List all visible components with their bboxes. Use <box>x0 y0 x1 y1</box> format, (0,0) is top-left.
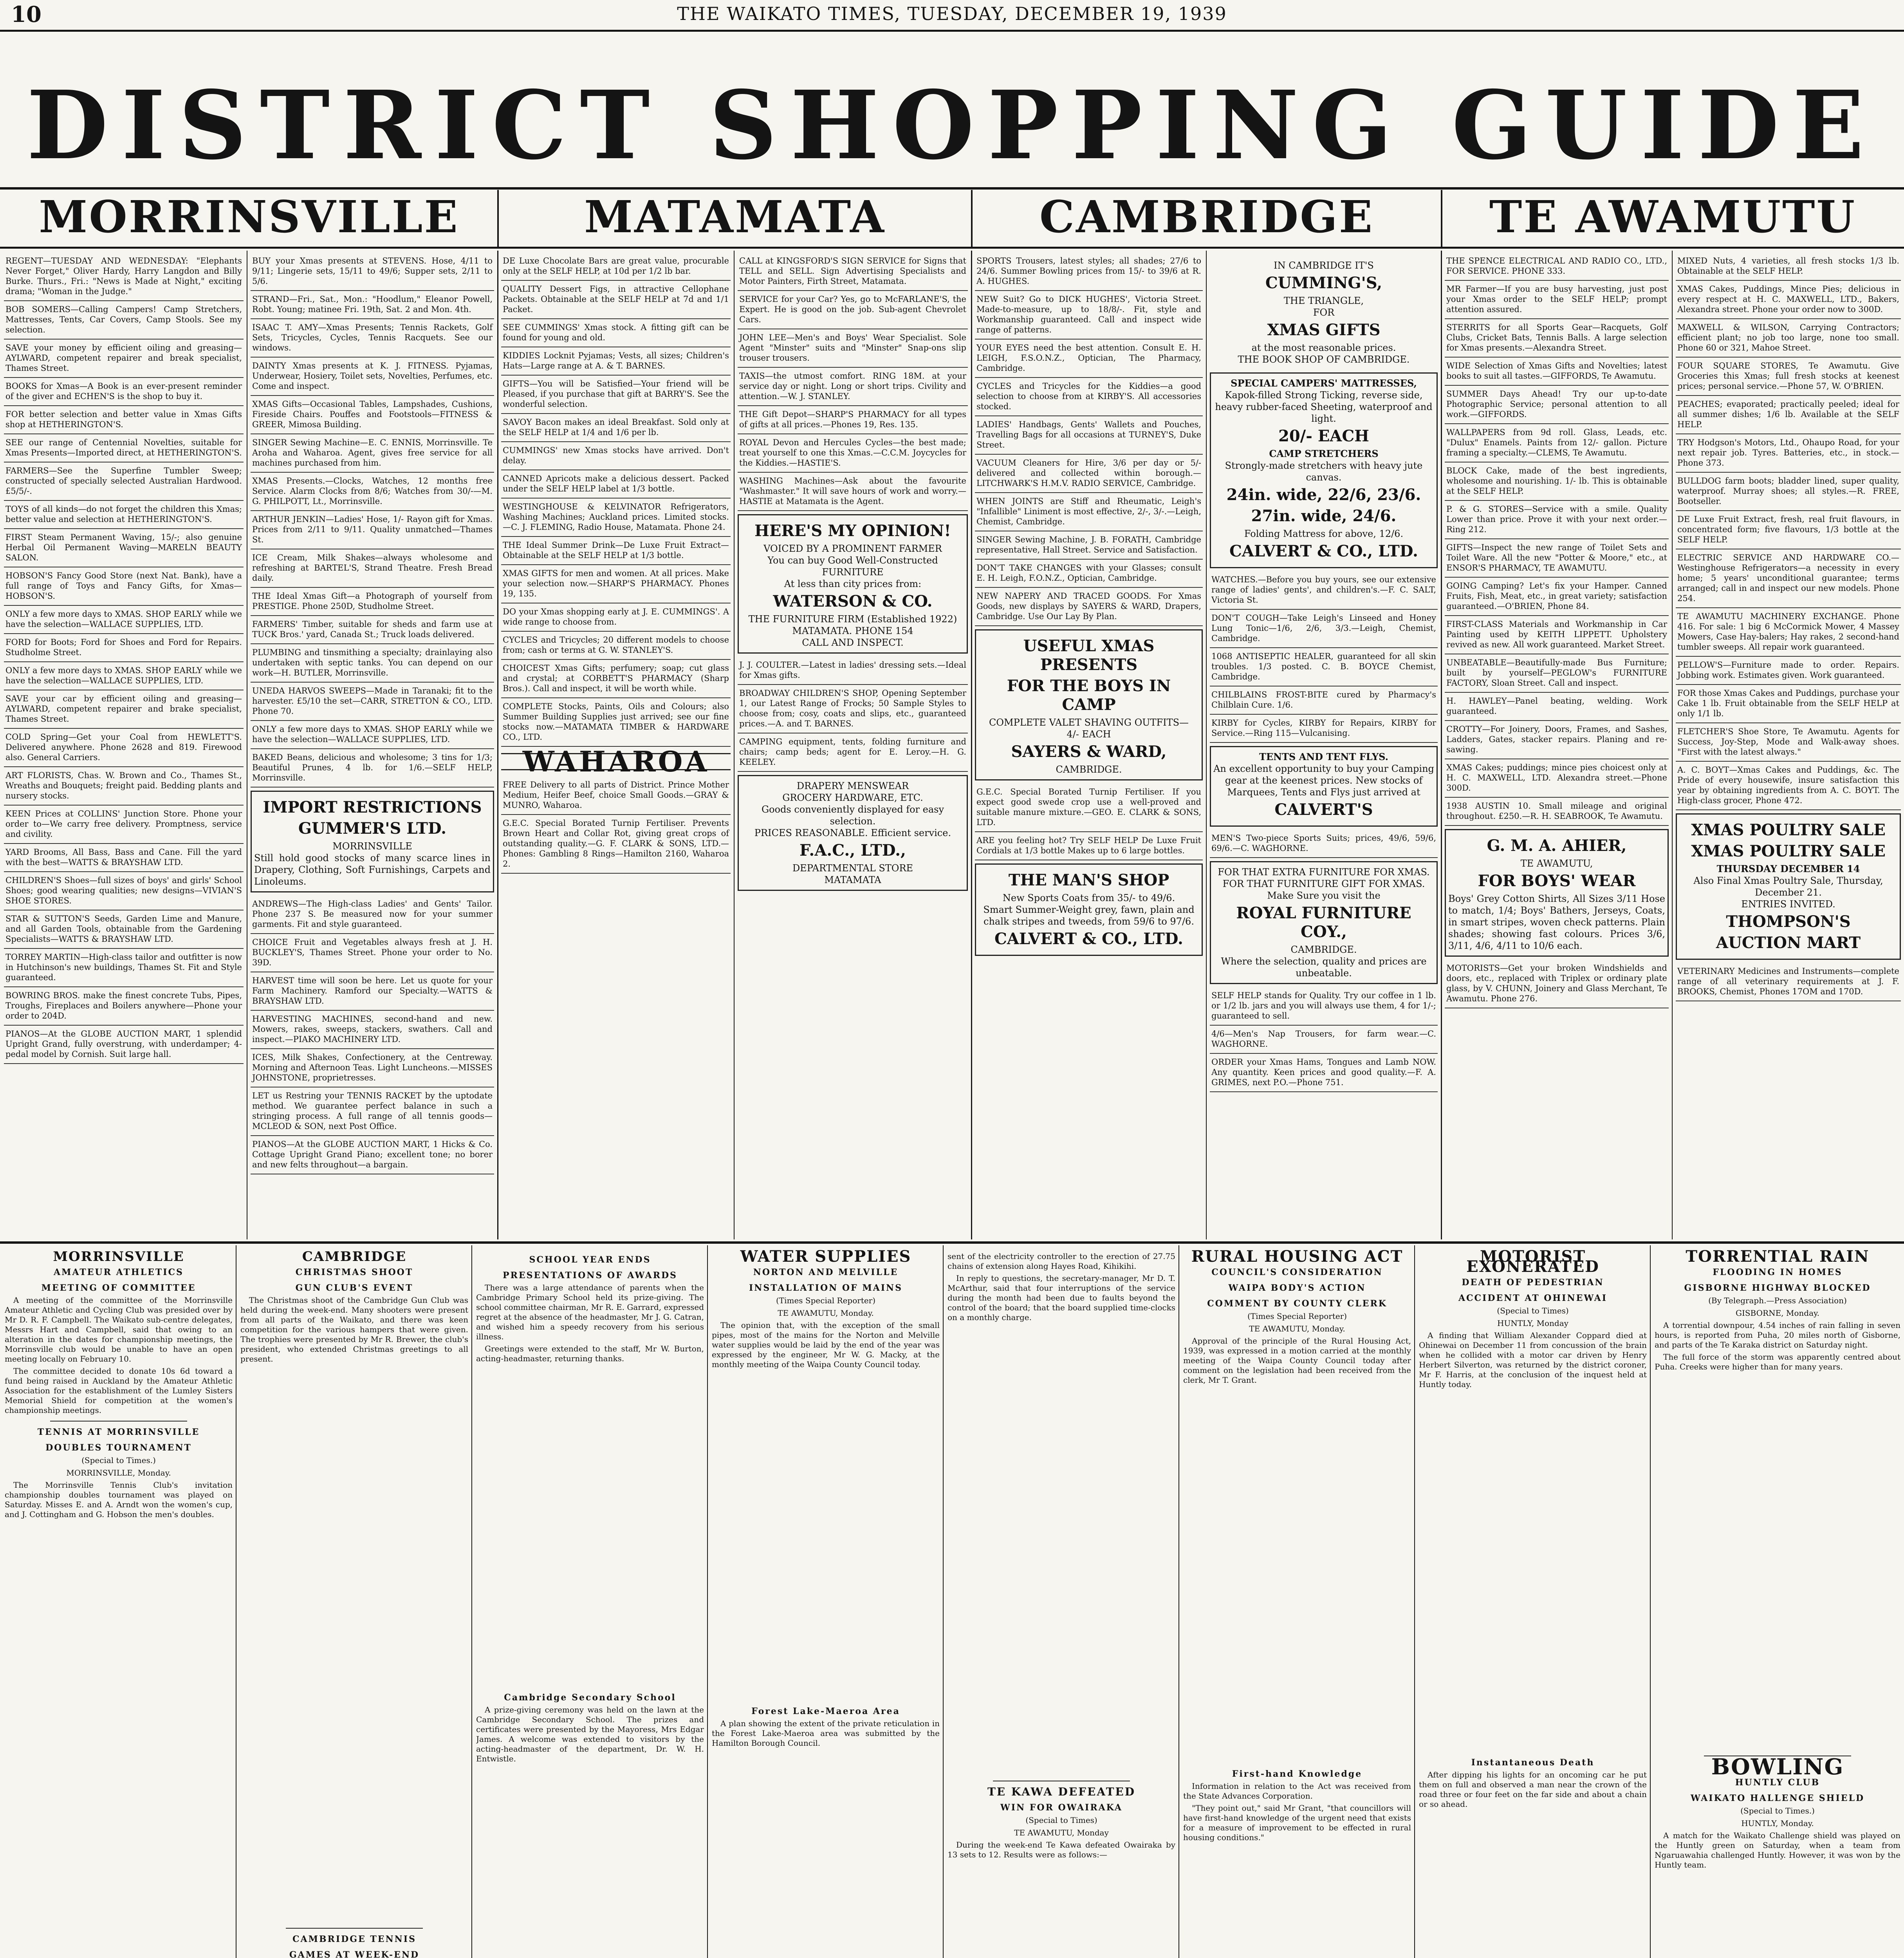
classified-ad: ONLY a few more days to XMAS. SHOP EARLY while we have the selection—WALLACE SUPPLIES, LTD. <box>4 662 244 690</box>
article-continuation <box>947 1325 1175 1775</box>
te-awamutu-ads-column-2 <box>1676 253 1901 1237</box>
classified-ad: FIRST-CLASS Materials and Workmanship in Car Painting used by KEITH LIPPETT. Upholstery revived as new. All work guaranteed. Market Street. <box>1445 616 1669 654</box>
classified-ad: STRAND—Fri., Sat., Mon.: "Hoodlum," Eleanor Powell, Robt. Young; matinee Fri. 19th, Sat. 2 and Mon. 4th. <box>251 291 494 319</box>
article-subhead: WIN FOR OWAIRAKA <box>1000 1803 1123 1813</box>
classified-ad: THE Ideal Summer Drink—De Luxe Fruit Extract—Obtainable at the SELF HELP at 1/3 bottle. <box>501 537 731 565</box>
classified-ad: THE Gift Depot—SHARP'S PHARMACY for all types of gifts at all prices.—Phones 19, Res. 135. <box>738 406 968 434</box>
article-continuation <box>712 1750 940 1958</box>
classified-ad: KIDDIES Locknit Pyjamas; Vests, all sizes; Children's Hats—Large range at A. & T. BARNES. <box>501 347 731 376</box>
classified-ad: XMAS Cakes; puddings; mince pies choicest only at H. C. MAXWELL, LTD. Alexandra street.—Phone 300D. <box>1445 759 1669 798</box>
article-headline: SCHOOL YEAR ENDS <box>529 1255 651 1265</box>
classified-ad: THE SPENCE ELECTRICAL AND RADIO CO., LTD., FOR SERVICE. PHONE 333. <box>1445 253 1669 281</box>
article-headline: TE KAWA DEFEATED <box>987 1785 1136 1798</box>
waharoa-heading: WAHAROA <box>501 753 731 770</box>
morrinsville-ads-column-2 <box>251 253 494 1237</box>
article-subhead: DEATH OF PEDESTRIAN <box>1462 1277 1604 1288</box>
article-paragraph: The committee decided to donate 10s 6d toward a fund being raised in Auckland by the Amateur Athletic Association for the establishment of the Lumley Sisters Memorial Shield for competition at the women's championship meetings. <box>5 1366 233 1415</box>
article-paragraph: Approval of the principle of the Rural Housing Act, 1939, was expressed in a motion carried at the monthly meeting of the Waipa County Council today after comment on the legislation had been received from the clerk, Mr T. Grant. <box>1183 1336 1411 1385</box>
classified-ad: ORDER your Xmas Hams, Tongues and Lamb NOW. Any quantity. Keen prices and good quality.—F. A. GRIMES, next P.O.—Phone 751. <box>1210 1054 1438 1092</box>
article-headline: CAMBRIDGE TENNIS <box>292 1934 416 1944</box>
classified-ad: JOHN LEE—Men's and Boys' Wear Specialist. Sole Agent "Minster" suits and "Minster" Snap-ons slip trouser trousers. <box>738 329 968 368</box>
import-restrictions-ad: IMPORT RESTRICTIONS GUMMER'S LTD. MORRINSVILLE Still hold good stocks of many scarce lines in Drapery, Clothing, Soft Furnishings, Carpets and Linoleums. <box>251 791 494 892</box>
article-paragraph: In reply to questions, the secretary-manager, Mr D. T. McArthur, said that four interruptions of the service during the month had been due to faults beyond the control of the board; that the board supplied time-clocks on a monthly charge. <box>947 1273 1175 1322</box>
classified-ad: 4/6—Men's Nap Trousers, for farm wear.—C. WAGHORNE. <box>1210 1026 1438 1054</box>
article-paragraph: A match for the Waikato Challenge shield was played on the Huntly green on Saturday, when a team from Ngaruawahia challenged Huntly. However, it was won by the Huntly team. <box>1655 1831 1900 1869</box>
classified-ad: WESTINGHOUSE & KELVINATOR Refrigerators, Washing Machines; Auckland prices. Limited stocks.—C. J. FLEMING, Radio House, Matamata. Phone 24. <box>501 499 731 537</box>
results-listing <box>1655 1872 1900 1958</box>
news-column-2 <box>240 1249 468 1958</box>
article-subhead: GISBORNE HIGHWAY BLOCKED <box>1684 1283 1871 1293</box>
towns-rule <box>0 247 1904 249</box>
masthead: THE WAIKATO TIMES, TUESDAY, DECEMBER 19, 1939 <box>677 3 1227 24</box>
classified-ad: CHILBLAINS FROST-BITE cured by Pharmacy's Chilblain Cure. 1/6. <box>1210 686 1438 715</box>
classified-ad: HARVESTING MACHINES, second-hand and new. Mowers, rakes, sweeps, stackers, swathers. Call and inspect.—PIAKO MACHINERY LTD. <box>251 1011 494 1049</box>
news-column-1: MORRINSVILLE AMATEUR ATHLETICS MEETING OF COMMITTEE A meeting of the committee of the Morrinsville Amateur Athletic and Cycling Club was presided over by Mr D. R. F. Campbell. The Waikato sub-centre delegates, Messrs Hart and Campbell, said that owing to an alteration in the dates for championship meetings, the Morrinsville club would be unable to have an open meeting locally on February 10. The committee decided to donate 10s 6d toward a fund being raised in Auckland by the Amateur Athletic Association for the establishment of the Lumley Sisters Memorial Shield for competition at the women's championship meetings. TENNIS AT MORRINSVILLE DOUBLES TOURNAMENT (Special to Times.) MORRINSVILLE, Monday. The Morrinsville Tennis Club's invitation championship doubles tournament was played on Saturday. Misses E. and A. Arndt won the women's cup, and J. Cottingham and G. Hobson the men's doubles. <box>5 1249 233 1958</box>
classified-ad: SINGER Sewing Machine—E. C. ENNIS, Morrinsville. Te Aroha and Waharoa. Agent, gives free service for all machines purchased from him. <box>251 434 494 473</box>
classified-ad: SELF HELP stands for Quality. Try our coffee in 1 lb. or 1/2 lb. jars and you will always use them, 4 for 1/-; guaranteed to sell. <box>1210 987 1438 1026</box>
classified-ad: XMAS Gifts—Occasional Tables, Lampshades, Cushions, Fireside Chairs. Pouffes and Footstools—FITNESS & GREER, Mimosa Building. <box>251 396 494 434</box>
article-subhead: GUN CLUB'S EVENT <box>295 1283 413 1293</box>
article-subhead: GAMES AT WEEK-END <box>289 1950 420 1958</box>
morrinsville-ads-column-1 <box>4 253 244 1237</box>
prize-list <box>476 1766 704 1958</box>
classified-ad: BUY your Xmas presents at STEVENS. Hose, 4/11 to 9/11; Lingerie sets, 15/11 to 49/6; Supper sets, 2/11 to 5/6. <box>251 253 494 291</box>
classified-ad: WALLPAPERS from 9d roll. Glass, Leads, etc. "Dulux" Enamels. Paints from 12/- gallon. Picture framing a specialty.—CLEMS, Te Awamutu. <box>1445 424 1669 462</box>
article-continuation <box>1419 1812 1647 1958</box>
classified-ad: ICES, Milk Shakes, Confectionery, at the Centreway. Morning and Afternoon Teas. Light Luncheons.—MISSES JOHNSTONE, proprietresses. <box>251 1049 494 1087</box>
town-heading-morrinsville: MORRINSVILLE <box>39 191 459 243</box>
classified-ad: CANNED Apricots make a delicious dessert. Packed under the SELF HELP label at 1/3 bottle. <box>501 470 731 499</box>
article-paragraph: After dipping his lights for an oncoming car he put them on full and observed a man near the crown of the road three or four feet on the far side and about a chain or so ahead. <box>1419 1770 1647 1809</box>
classified-ad: FOR better selection and better value in Xmas Gifts shop at HETHERINGTON'S. <box>4 406 244 434</box>
classified-ad: KIRBY for Cycles, KIRBY for Repairs, KIRBY for Service.—Ring 115—Vulcanising. <box>1210 715 1438 743</box>
classified-ad: SUMMER Days Ahead! Try our up-to-date Photographic Service; personal attention to all work.—GIFFORDS. <box>1445 386 1669 424</box>
classified-ad: CHILDREN'S Shoes—full sizes of boys' and girls' School Shoes; good wearing qualities; new designs—VIVIAN'S SHOE STORES. <box>4 872 244 910</box>
news-column-7: MOTORIST EXONERATED DEATH OF PEDESTRIAN ACCIDENT AT OHINEWAI (Special to Times) HUNTLY, Monday A finding that William Alexander Coppard died at Ohinewai on December 11 from concussion of the brain when he collided with a motor car driven by Henry Herbert Silverton, was returned by the district coroner, Mr F. Harris, at the conclusion of the inquest held at Huntly today. Instantaneous Death After dipping his lights for an oncoming car he put them on full and observed a man near the crown of the road three or four feet on the far side and about a chain or so ahead. <box>1419 1249 1647 1958</box>
classified-ad: BULLDOG farm boots; bladder lined, super quality, waterproof. Murray shoes; all styles.—R. FREE, Bootseller. <box>1676 473 1901 511</box>
classified-ad: UNEDA HARVOS SWEEPS—Made in Taranaki; fit to the harvester. £5/10 the set—CARR, STRETTON & CO., LTD. Phone 70. <box>251 683 494 721</box>
classified-ad: BROADWAY CHILDREN'S SHOP, Opening September 1, our Latest Range of Frocks; 50 Sample Styles to choose from; cosy, coats and slips, etc., guaranteed prices.—A. and T. BARNES. <box>738 685 968 733</box>
article-headline: BOWLING <box>1711 1754 1844 1780</box>
article-paragraph: "They point out," said Mr Grant, "that councillors will have first-hand knowledge of the urgent need that exists for a measure of improvement to be effected in rural housing conditions." <box>1183 1803 1411 1842</box>
article-subhead: First-hand Knowledge <box>1232 1769 1363 1779</box>
royal-furniture-ad: FOR THAT EXTRA FURNITURE FOR XMAS. FOR THAT FURNITURE GIFT FOR XMAS. Make Sure you visit the ROYAL FURNITURE COY., CAMBRIDGE. Where the selection, quality and prices are unbeatable. <box>1210 861 1438 984</box>
cambridge-ads-column-2 <box>1210 253 1438 1237</box>
classified-ad: 1068 ANTISEPTIC HEALER, guaranteed for all skin troubles. 1/3 posted. C. B. BOYCE Chemist, Cambridge. <box>1210 648 1438 686</box>
article-paragraph: Greetings were extended to the staff, Mr W. Burton, acting-headmaster, returning thanks. <box>476 1344 704 1363</box>
classified-ad: SPORTS Trousers, latest styles; all shades; 27/6 to 24/6. Summer Bowling prices from 15/- to 39/6 at R. A. HUGHES. <box>975 253 1203 291</box>
article-headline: AMATEUR ATHLETICS <box>54 1267 184 1277</box>
classified-ad: PIANOS—At the GLOBE AUCTION MART, 1 splendid Upright Grand, fully overstrung, with underdamper; 4-pedal model by Cornish. Suit large hall. <box>4 1026 244 1064</box>
article-headline: TENNIS AT MORRINSVILLE <box>37 1427 200 1437</box>
article-headline: MOTORIST EXONERATED <box>1466 1249 1599 1276</box>
classified-ad: DON'T TAKE CHANGES with your Glasses; consult E. H. Leigh, F.O.N.Z., Optician, Cambridge. <box>975 560 1203 588</box>
classified-ad: G.E.C. Special Borated Turnip Fertiliser. If you expect good swede crop use a well-proved and suitable manure mixture.—GEO. E. CLARK & SONS, LTD. <box>975 784 1203 832</box>
classified-ad: HARVEST time will soon be here. Let us quote for your Farm Machinery. Ramford our Specialty.—WATTS & BRAYSHAW LTD. <box>251 972 494 1011</box>
classified-ad: BOOKS for Xmas—A Book is an ever-present reminder of the giver and ECHEN'S is the shop to buy it. <box>4 378 244 406</box>
article-headline: TORRENTIAL RAIN <box>1686 1249 1870 1266</box>
classified-ad: YARD Brooms, All Bass, Bass and Cane. Fill the yard with the best—WATTS & BRAYSHAW LTD. <box>4 844 244 872</box>
te-awamutu-ads-column-1 <box>1445 253 1669 1237</box>
classified-ad: ONLY a few more days to XMAS. SHOP EARLY while we have the selection—WALLACE SUPPLIES, LTD. <box>4 606 244 634</box>
classified-ad: HOBSON'S Fancy Good Store (next Nat. Bank), have a full range of Toys and Fancy Gifts, for Xmas—HOBSON'S. <box>4 567 244 606</box>
classified-ad: 1938 AUSTIN 10. Small mileage and original throughout. £250.—R. H. SEABROOK, Te Awamutu. <box>1445 798 1669 826</box>
classified-ad: SEE our range of Centennial Novelties, suitable for Xmas Presents—Imported direct, at HETHERINGTON'S. <box>4 434 244 462</box>
classified-ad: CUMMINGS' new Xmas stocks have arrived. Don't delay. <box>501 442 731 470</box>
article-subhead: Instantaneous Death <box>1471 1758 1595 1768</box>
article-paragraph: During the week-end Te Kawa defeated Owairaka by 13 sets to 12. Results were as follows:— <box>947 1840 1175 1859</box>
classified-ad: WHEN JOINTS are Stiff and Rheumatic, Leigh's "Infallible" Liniment is most effective, 2/-, 3/-.—Leigh, Chemist, Cambridge. <box>975 493 1203 531</box>
classified-ad: XMAS Presents.—Clocks, Watches, 12 months free Service. Alarm Clocks from 8/6; Watches from 30/-—M. G. PHILPOTT, Lt., Morrinsville. <box>251 473 494 511</box>
cambridge-ads-column-1 <box>975 253 1203 1237</box>
classified-ad: J. J. COULTER.—Latest in ladies' dressing sets.—Ideal for Xmas gifts. <box>738 657 968 685</box>
article-subhead: HUNTLY CLUB <box>1735 1777 1820 1788</box>
mans-shop-ad: THE MAN'S SHOP New Sports Coats from 35/- to 49/6. Smart Summer-Weight grey, fawn, plain and chalk stripes and tweeds, from 59/6 to 97/6. CALVERT & CO., LTD. <box>975 863 1203 956</box>
article-paragraph: The full force of the storm was apparently centred about Puha. Creeks were higher than for many years. <box>1655 1352 1900 1371</box>
classified-ad: WASHING Machines—Ask about the favourite "Washmaster." It will save hours of work and worry.—HASTIE at Matamata is the Agent. <box>738 473 968 511</box>
classified-ad: GIFTS—You will be Satisfied—Your friend will be Pleased, if you purchase that gift at BARRY'S. See the wonderful selection. <box>501 376 731 414</box>
article-headline: CHRISTMAS SHOOT <box>295 1267 413 1277</box>
classified-ad: TAXIS—the utmost comfort. RING 18M. at your service day or night. Long or short trips. Civility and attention.—W. J. STANLEY. <box>738 368 968 406</box>
classified-ad: LADIES' Handbags, Gents' Wallets and Pouches, Travelling Bags for all occasions at TURNEY'S, Duke Street. <box>975 416 1203 455</box>
article-paragraph: sent of the electricity controller to the erection of 27.75 chains of extension along Hayes Road, Kihikihi. <box>947 1252 1175 1271</box>
classified-ad: THE Ideal Xmas Gift—a Photograph of yourself from PRESTIGE. Phone 250D, Studholme Street. <box>251 588 494 616</box>
classified-ad: FARMERS' Timber, suitable for sheds and farm use at TUCK Bros.' yard, Canada St.; Truck loads delivered. <box>251 616 494 644</box>
article-subhead: WAIKATO HALLENGE SHIELD <box>1690 1793 1865 1803</box>
classified-ad: KEEN Prices at COLLINS' Junction Store. Phone your order to—We carry free delivery. Promptness, service and civility. <box>4 806 244 844</box>
article-paragraph: A meeting of the committee of the Morrinsville Amateur Athletic and Cycling Club was presided over by Mr D. R. F. Campbell. The Waikato sub-centre delegates, Messrs Hart and Campbell, said that owing to an alteration in the dates for championship meetings, the Morrinsville club would be unable to have an open meeting locally on February 10. <box>5 1295 233 1364</box>
article-paragraph: The Christmas shoot of the Cambridge Gun Club was held during the week-end. Many shooters were present from all parts of the Waikato, and there was keen competition for the various hampers that were given. The trophies were presented by Mr R. Brewer, the club's president, who extended Christmas greetings to all present. <box>240 1295 468 1364</box>
classified-ad: BOWRING BROS. make the finest concrete Tubs, Pipes, Troughs, Fireplaces and Boilers anywhere—Phone your order to 204D. <box>4 987 244 1026</box>
classified-ad: SAVOY Bacon makes an ideal Breakfast. Sold only at the SELF HELP at 1/4 and 1/6 per lb. <box>501 414 731 442</box>
classified-ad: DE Luxe Chocolate Bars are great value, procurable only at the SELF HELP, at 10d per 1/2 lb bar. <box>501 253 731 281</box>
classified-ad: UNBEATABLE—Beautifully-made Bus Furniture; built by yourself—PEGLOW's FURNITURE FACTORY, Sloan Street. Call and inspect. <box>1445 654 1669 693</box>
classified-ad: DAINTY Xmas presents at K. J. FITNESS. Pyjamas, Underwear, Hosiery, Toilet sets, Novelties, Perfumes, etc. Come and inspect. <box>251 358 494 396</box>
article-paragraph: A finding that William Alexander Coppard died at Ohinewai on December 11 from concussion of the brain when he collided with a motor car driven by Henry Herbert Silverton, was returned by the district coroner, Mr F. Harris, at the conclusion of the inquest held at Huntly today. <box>1419 1331 1647 1389</box>
masthead-rule <box>0 30 1904 32</box>
classified-ad: ONLY a few more days to XMAS. SHOP EARLY while we have the selection—WALLACE SUPPLIES, LTD. <box>251 721 494 749</box>
town-heading-te-awamutu: TE AWAMUTU <box>1489 191 1857 243</box>
classified-ad: TOYS of all kinds—do not forget the children this Xmas; better value and selection at HETHERINGTON'S. <box>4 501 244 529</box>
classified-ad: LET us Restring your TENNIS RACKET by the uptodate method. We guarantee perfect balance in such a stringing process. A full range of all tennis goods—MCLEOD & SON, next Post Office. <box>251 1087 494 1136</box>
classified-ad: REGENT—TUESDAY AND WEDNESDAY: "Elephants Never Forget," Oliver Hardy, Harry Langdon and Billy Burke. Thurs., Fri.: "News is Made at Night," exciting drama; "Woman in the Judge." <box>4 253 244 301</box>
classified-ad: ARE you feeling hot? Try SELF HELP De Luxe Fruit Cordials at 1/3 bottle Makes up to 6 large bottles. <box>975 832 1203 860</box>
classified-ad: GIFTS—Inspect the new range of Toilet Sets and Toilet Ware. All the new "Potter & Moore," etc., at ENSOR'S PHARMACY, TE AWAMUTU. <box>1445 539 1669 578</box>
campers-mattresses-ad: SPECIAL CAMPERS' MATTRESSES, Kapok-filled Strong Ticking, reverse side, heavy rubber-faced Sheeting, waterproof and light. 20/- EACH CAMP STRETCHERS Strongly-made stretchers with heavy jute canvas. 24in. wide, 22/6, 23/6. 27in. wide, 24/6. Folding Mattress for above, 12/6. CALVERT & CO., LTD. <box>1210 372 1438 568</box>
classified-ad: STERRITS for all Sports Gear—Racquets, Golf Clubs, Cricket Bats, Tennis Balls. A large selection for Xmas presents.—Alexandra Street. <box>1445 319 1669 358</box>
article-paragraph: The Morrinsville Tennis Club's invitation championship doubles tournament was played on Saturday. Misses E. and A. Arndt won the women's cup, and J. Cottingham and G. Hobson the men's doubles. <box>5 1480 233 1519</box>
classified-ad: BOB SOMERS—Calling Campers! Camp Stretchers, Mattresses, Tents, Car Covers, Camp Stools. See my selection. <box>4 301 244 340</box>
article-continuation <box>1183 1387 1411 1763</box>
article-subhead: NORTON AND MELVILLE <box>753 1267 899 1277</box>
article-subhead: ACCIDENT AT OHINEWAI <box>1458 1293 1608 1303</box>
classified-ad: CYCLES and Tricycles for the Kiddies—a good selection to choose from at KIRBY'S. All accessories stocked. <box>975 378 1203 416</box>
classified-ad: CALL at KINGSFORD'S SIGN SERVICE for Signs that TELL and SELL. Sign Advertising Specialists and Motor Painters, Firth Street, Matamata. <box>738 253 968 291</box>
classified-ad: COMPLETE Stocks, Paints, Oils and Colours; also Summer Building Supplies just arrived; see our fine stocks now.—MATAMATA TIMBER & HARDWARE CO., LTD. <box>501 698 731 747</box>
fac-store-ad: DRAPERY MENSWEAR GROCERY HARDWARE, ETC. Goods conveniently displayed for easy selection. PRICES REASONABLE. Efficient service. F.A.C., LTD., DEPARTMENTAL STORE MATAMATA <box>738 775 968 891</box>
article-subhead: Forest Lake-Maeroa Area <box>751 1706 900 1716</box>
classified-ad: MIXED Nuts, 4 varieties, all fresh stocks 1/3 lb. Obtainable at the SELF HELP. <box>1676 253 1901 281</box>
classified-ad: PIANOS—At the GLOBE AUCTION MART, 1 Hicks & Co. Cottage Upright Grand Piano; excellent tone; no borer and new felts throughout—a bargain. <box>251 1136 494 1174</box>
matamata-ads-column-1 <box>501 253 731 1237</box>
classified-ad: SEE CUMMINGS' Xmas stock. A fitting gift can be found for young and old. <box>501 319 731 347</box>
page-number: 10 <box>11 2 42 27</box>
article-headline: RURAL HOUSING ACT <box>1191 1249 1403 1266</box>
classified-ad: ELECTRIC SERVICE AND HARDWARE CO.—Westinghouse Refrigerators—a necessity in every home; 5 years' unconditional guarantee; terms arranged; call in and inspect our new models. Phone 254. <box>1676 549 1901 608</box>
classified-ad: TE AWAMUTU MACHINERY EXCHANGE. Phone 416. For sale: 1 big 6 McCormick Mower, 4 Massey Mowers, Case Hay-balers; Hay rakes, 2 second-hand tumbler sweeps. All repair work guaranteed. <box>1676 608 1901 657</box>
news-column-6: RURAL HOUSING ACT COUNCIL'S CONSIDERATION WAIPA BODY'S ACTION COMMENT BY COUNTY CLERK (Times Special Reporter) TE AWAMUTU, Monday. Approval of the principle of the Rural Housing Act, 1939, was expressed in a motion carried at the monthly meeting of the Waipa County Council today after comment on the legislation had been received from the clerk, Mr T. Grant. First-hand Knowledge Information in relation to the Act was received from the State Advances Corporation. "They point out," said Mr Grant, "that councillors will have first-hand knowledge of the urgent need that exists for a measure of improvement to be effected in rural housing conditions." <box>1183 1249 1411 1842</box>
town-heading-matamata: MATAMATA <box>584 191 886 243</box>
classified-ad: MOTORISTS—Get your broken Windshields and doors, etc., replaced with Triplex or ordinary plate glass, by V. CHUNN, Joinery and Glass Merchant, Te Awamutu. Phone 276. <box>1445 960 1669 1008</box>
classified-ad: A. C. BOYT—Xmas Cakes and Puddings, &c. The Pride of every housewife, insure satisfaction this year by obtaining ingredients from A. C. BOYT. The High-class grocer, Phone 472. <box>1676 762 1901 810</box>
classified-ad: CAMPING equipment, tents, folding furniture and chairs; camp beds; agent for E. Leroy.—H. G. KEELEY. <box>738 733 968 772</box>
classified-ad: ICE Cream, Milk Shakes—always wholesome and refreshing at BARTEL'S, Strand Theatre. Fresh Bread daily. <box>251 549 494 588</box>
classified-ad: WIDE Selection of Xmas Gifts and Novelties; latest books to suit all tastes.—GIFFORDS, Te Awamutu. <box>1445 358 1669 386</box>
ahier-boys-wear-ad: G. M. A. AHIER, TE AWAMUTU, FOR BOYS' WEAR Boys' Grey Cotton Shirts, All Sizes 3/11 Hose to match, 1/4; Boys' Bathers, Jerseys, Coats, in smart stripes, woven check patterns. Plain shades; showing fast colours. Prices 3/6, 3/11, 4/6, 4/11 to 10/6 each. <box>1445 829 1669 957</box>
matamata-ads-column-2 <box>738 253 968 1237</box>
article-continuation <box>1655 1374 1900 1750</box>
cummings-ad: IN CAMBRIDGE IT'S CUMMING'S, THE TRIANGLE, FOR XMAS GIFTS at the most reasonable prices. THE BOOK SHOP OF CAMBRIDGE. <box>1238 260 1410 365</box>
classified-ad: DON'T COUGH—Take Leigh's Linseed and Honey Lung Tonic—1/6, 2/6, 3/3.—Leigh, Chemist, Cambridge. <box>1210 610 1438 648</box>
classified-ad: CYCLES and Tricycles; 20 different models to choose from; cash or terms at G. W. STANLEY'S. <box>501 632 731 660</box>
article-subhead: WAIPA BODY'S ACTION <box>1228 1283 1366 1293</box>
classified-ad: ISAAC T. AMY—Xmas Presents; Tennis Rackets, Golf Sets, Tricycles, Cycles, Tennis Racquets. See our windows. <box>251 319 494 358</box>
classified-ad: H. HAWLEY—Panel beating, welding. Work guaranteed. <box>1445 693 1669 721</box>
article-town: CAMBRIDGE <box>302 1249 407 1264</box>
poultry-sale-ad: XMAS POULTRY SALE XMAS POULTRY SALE THURSDAY DECEMBER 14 Also Final Xmas Poultry Sale, Thursday, December 21. ENTRIES INVITED. THOMPSON'S AUCTION MART <box>1676 813 1901 960</box>
classified-ad: WATCHES.—Before you buy yours, see our extensive range of ladies' gents', and children's.—F. C. SALT, Victoria St. <box>1210 571 1438 610</box>
classified-ad: DO your Xmas shopping early at J. E. CUMMINGS'. A wide range to choose from. <box>501 603 731 632</box>
classified-ad: FLETCHER'S Shoe Store, Te Awamutu. Agents for Success, Joy-Step, Mode and Walk-away shoes. "First with the latest always." <box>1676 723 1901 762</box>
classified-ad: ART FLORISTS, Chas. W. Brown and Co., Thames St., Wreaths and Bouquets; freight paid. Bedding plants and nursery stocks. <box>4 767 244 806</box>
classified-ad: P. & G. STORES—Service with a smile. Quality Lower than price. Prove it with your next order.—Ring 212. <box>1445 501 1669 539</box>
classified-ad: FIRST Steam Permanent Waving, 15/-; also genuine Herbal Oil Permanent Waving—MARELN BEAUTY SALON. <box>4 529 244 567</box>
classified-ad: ANDREWS—The High-class Ladies' and Gents' Tailor. Phone 237 S. Be measured now for your summer garments. Fit and style guaranteed. <box>251 896 494 934</box>
classified-ad: ARTHUR JENKIN—Ladies' Hose, 1/- Rayon gift for Xmas. Prices from 2/11 to 9/11. Quality unmatched—Thames St. <box>251 511 494 549</box>
classified-ad: TRY Hodgson's Motors, Ltd., Ohaupo Road, for your next repair job. Tyres. Batteries, etc., in stock.—Phone 373. <box>1676 434 1901 473</box>
article-paragraph: A torrential downpour, 4.54 inches of rain falling in seven hours, is reported from Puha, 20 miles north of Gisborne, and parts of the Te Karaka district on Saturday night. <box>1655 1320 1900 1349</box>
article-subhead: COUNCIL'S CONSIDERATION <box>1211 1267 1383 1277</box>
classified-ad: FOR those Xmas Cakes and Puddings, purchase your Cake 1 lb. Fruit obtainable from the SELF HELP at only 1/1 lb. <box>1676 685 1901 723</box>
classified-ad: G.E.C. Special Borated Turnip Fertiliser. Prevents Brown Heart and Collar Rot, giving great crops of outstanding quality.—G. F. CLARK & SONS, LTD.—Phones: Gambling 8 Rings—Hamilton 2160, Waharoa 2. <box>501 815 731 874</box>
classified-ad: FARMERS—See the Superfine Tumbler Sweep; constructed of specially selected Australian Hardwood. £5/5/-. <box>4 462 244 501</box>
classified-ad: CHOICE Fruit and Vegetables always fresh at J. H. BUCKLEY'S, Thames Street. Phone your order to No. 39D. <box>251 934 494 972</box>
classified-ad: SAVE your car by efficient oiling and greasing—AYLWARD, competent repairer and brake specialist, Thames Street. <box>4 690 244 729</box>
article-paragraph: Information in relation to the Act was received from the State Advances Corporation. <box>1183 1781 1411 1801</box>
article-subhead: COMMENT BY COUNTY CLERK <box>1207 1299 1387 1309</box>
article-paragraph: A prize-giving ceremony was held on the lawn at the Cambridge Secondary School. The prizes and certificates were presented by the Mayoress, Mrs Edgar James. A welcome was extended to visitors by the acting-headmaster of the department, Dr. W. H. Entwistle. <box>476 1705 704 1763</box>
article-subhead: PRESENTATIONS OF AWARDS <box>503 1270 677 1281</box>
news-column-5: sent of the electricity controller to the erection of 27.75 chains of extension along Hayes Road, Kihikihi. In reply to questions, the secretary-manager, Mr D. T. McArthur, said that four interruptions of the service during the month had been due to faults beyond the control of the board; that the board supplied time-clocks on a monthly charge. TE KAWA DEFEATED WIN FOR OWAIRAKA (Special to Times) TE AWAMUTU, Monday During the week-end Te Kawa defeated Owairaka by 13 sets to 12. Results were as follows:— <box>947 1252 1175 1859</box>
classified-ad: COLD Spring—Get your Coal from HEWLETT'S. Delivered anywhere. Phone 2628 and 819. Firewood also. General Carriers. <box>4 729 244 767</box>
classified-ad: FREE Delivery to all parts of District. Prince Mother Medium, Heifer Beef, choice Small Goods.—GRAY & MUNRO, Waharoa. <box>501 777 731 815</box>
classified-ad: CROTTY—For Joinery, Doors, Frames, and Sashes, Ladders, Gates, stacker repairs. Planing and re-sawing. <box>1445 721 1669 759</box>
article-subhead: Cambridge Secondary School <box>504 1692 676 1703</box>
classified-ad: GOING Camping? Let's fix your Hamper. Canned Fruits, Fish, Meat, etc., in great variety; satisfaction guaranteed.—O'BRIEN, Phone 84. <box>1445 578 1669 616</box>
article-subhead: DOUBLES TOURNAMENT <box>45 1443 192 1453</box>
tents-ad: TENTS AND TENT FLYS. An excellent opportunity to buy your Camping gear at the keenest prices. New stocks of Marquees, Tents and Flys just arrived at CALVERT'S <box>1210 746 1438 827</box>
article-subhead: MEETING OF COMMITTEE <box>41 1283 196 1293</box>
classified-ad: XMAS Cakes, Puddings, Mince Pies; delicious in every respect at H. C. MAXWELL, LTD., Bakers, Alexandra street. Phone your order now to 300D. <box>1676 281 1901 319</box>
classified-ad: TORREY MARTIN—High-class tailor and outfitter is now in Hutchinson's new buildings, Thames St. Fit and Style guaranteed. <box>4 949 244 987</box>
prize-list <box>476 1366 704 1687</box>
article-subhead: FLOODING IN HOMES <box>1713 1267 1843 1277</box>
classified-ad: DE Luxe Fruit Extract, fresh, real fruit flavours, in concentrated form; five flavours, 1/3 bottle at the SELF HELP. <box>1676 511 1901 549</box>
classified-ad: VACUUM Cleaners for Hire, 3/6 per day or 5/- delivered and collected within borough.—LITCHWARK'S H.M.V. RADIO SERVICE, Cambridge. <box>975 455 1203 493</box>
town-heading-cambridge: CAMBRIDGE <box>1039 191 1374 243</box>
classified-ad: NEW Suit? Go to DICK HUGHES', Victoria Street. Made-to-measure, up to 18/8/-. Fit, style and Workmanship guaranteed. Call and inspect wide range of patterns. <box>975 291 1203 340</box>
classified-ad: VETERINARY Medicines and Instruments—complete range of all veterinary requirements at J. F. BROOKS, Chemist, Phones 17OM and 170D. <box>1676 963 1901 1001</box>
classified-ad: STAR & SUTTON'S Seeds, Garden Lime and Manure, and all Garden Tools, obtainable from the Gardening Specialists—WATTS & BRAYSHAW LTD. <box>4 910 244 949</box>
news-column-3 <box>476 1249 704 1958</box>
classified-ad: PLUMBING and tinsmithing a specialty; drainlaying also undertaken with septic tanks. You can depend on our work—H. BUTLER, Morrinsville. <box>251 644 494 683</box>
classified-ad: ROYAL Devon and Hercules Cycles—the best made; treat yourself to one this Xmas.—C.C.M. Joycycles for the Kiddies.—HASTIE'S. <box>738 434 968 473</box>
classified-ad: SAVE your money by efficient oiling and greasing—AYLWARD, competent repairer and break specialist, Thames Street. <box>4 340 244 378</box>
classified-ad: QUALITY Dessert Figs, in attractive Cellophane Packets. Obtainable at the SELF HELP at 7d and 1/1 Packet. <box>501 281 731 319</box>
results-listing <box>240 1366 468 1922</box>
article-paragraph: The opinion that, with the exception of the small pipes, most of the mains for the Norton and Melville water supplies would be laid by the end of the year was expressed by the engineer, Mr W. G. Macky, at the monthly meeting of the Waipa County Council today. <box>712 1320 940 1369</box>
banner-title: DISTRICT SHOPPING GUIDE <box>27 70 1877 181</box>
results-listing <box>5 1522 233 1958</box>
classified-ad: XMAS GIFTS for men and women. At all prices. Make your selection now.—SHARP'S PHARMACY. Phones 19, 135. <box>501 565 731 603</box>
article-paragraph: There was a large attendance of parents when the Cambridge Primary School held its prize-giving. The school committee chairman, Mr R. E. Garrard, expressed regret at the absence of the headmaster, Mr J. G. Catran, and wished him a speedy recovery from his serious illness. <box>476 1283 704 1341</box>
classified-ad: SINGER Sewing Machine, J. B. FORATH, Cambridge representative, Hall Street. Service and Satisfaction. <box>975 531 1203 560</box>
banner-rule <box>0 187 1904 190</box>
classified-ad: BAKED Beans, delicious and wholesome; 3 tins for 1/3; Beautiful Prunes, 4 lb. for 1/6.—SELF HELP, Morrinsville. <box>251 749 494 788</box>
article-subhead: INSTALLATION OF MAINS <box>749 1283 903 1293</box>
classified-ad: MAXWELL & WILSON, Carrying Contractors; efficient plant; no job too large, none too small. Phone 60 or 321, Mahoe Street. <box>1676 319 1901 358</box>
classified-ad: SERVICE for your Car? Yes, go to McFARLANE'S, the Expert. He is good on the job. Sub-agent Chevrolet Cars. <box>738 291 968 329</box>
article-continuation <box>712 1372 940 1701</box>
classified-ad: BLOCK Cake, made of the best ingredients, wholesome and nourishing. 1/- lb. This is obtainable at the SELF HELP. <box>1445 462 1669 501</box>
article-paragraph: A plan showing the extent of the private reticulation in the Forest Lake-Maeroa area was submitted by the Hamilton Borough Council. <box>712 1719 940 1748</box>
article-town: MORRINSVILLE <box>53 1249 184 1264</box>
my-opinion-ad: HERE'S MY OPINION! VOICED BY A PROMINENT FARMER You can buy Good Well-Constructed FURNITURE At less than city prices from: WATERSON & CO. THE FURNITURE FIRM (Established 1922) MATAMATA. PHONE 154 CALL AND INSPECT. <box>738 514 968 654</box>
classified-ad: CHOICEST Xmas Gifts; perfumery; soap; cut glass and crystal; at CORBETT'S PHARMACY (Sharp Bros.). Call and inspect, it will be worth while. <box>501 660 731 698</box>
classified-ad: YOUR EYES need the best attention. Consult E. H. LEIGH, F.S.O.N.Z., Optician, The Pharmacy, Cambridge. <box>975 340 1203 378</box>
news-column-4: WATER SUPPLIES NORTON AND MELVILLE INSTALLATION OF MAINS (Times Special Reporter) TE AWAMUTU, Monday. The opinion that, with the exception of the small pipes, most of the mains for the Norton and Melville water supplies would be laid by the end of the year was expressed by the engineer, Mr W. G. Macky, at the monthly meeting of the Waipa County Council today. Forest Lake-Maeroa Area A plan showing the extent of the private reticulation in the Forest Lake-Maeroa area was submitted by the Hamilton Borough Council. <box>712 1249 940 1958</box>
news-column-8: TORRENTIAL RAIN FLOODING IN HOMES GISBORNE HIGHWAY BLOCKED (By Telegraph.—Press Association) GISBORNE, Monday. A torrential downpour, 4.54 inches of rain falling in seven hours, is reported from Puha, 20 miles north of Gisborne, and parts of the Te Karaka district on Saturday night. The full force of the storm was apparently centred about Puha. Creeks were higher than for many years. BOWLING HUNTLY CLUB WAIKATO HALLENGE SHIELD (Special to Times.) HUNTLY, Monday. A match for the Waikato Challenge shield was played on the Huntly green on Saturday, when a team from Ngaruawahia challenged Huntly. However, it was won by the Huntly team. <box>1655 1249 1900 1958</box>
classified-ad: FORD for Boots; Ford for Shoes and Ford for Repairs. Studholme Street. <box>4 634 244 662</box>
article-continuation <box>1419 1392 1647 1752</box>
classified-ad: MEN'S Two-piece Sports Suits; prices, 49/6, 59/6, 69/6.—C. WAGHORNE. <box>1210 830 1438 858</box>
article-headline: WATER SUPPLIES <box>740 1249 911 1266</box>
classified-ad: NEW NAPERY AND TRACED GOODS. For Xmas Goods, new displays by SAYERS & WARD, Drapers, Cambridge. Use Our Lay By Plan. <box>975 588 1203 626</box>
classified-ad: FOUR SQUARE STORES, Te Awamutu. Give Groceries this Xmas; full fresh stocks at keenest prices; personal service.—Phone 57, W. O'BRIEN. <box>1676 358 1901 396</box>
classified-ad: MR Farmer—If you are busy harvesting, just post your Xmas order to the SELF HELP; prompt attention assured. <box>1445 281 1669 319</box>
classified-ad: PELLOW'S—Furniture made to order. Repairs. Jobbing work. Estimates given. Work guaranteed. <box>1676 657 1901 685</box>
classified-ad: PEACHES; evaporated; practically peeled; ideal for all summer dishes; 1/6 lb. Available at the SELF HELP. <box>1676 396 1901 434</box>
useful-xmas-presents-ad: USEFUL XMAS PRESENTS FOR THE BOYS IN CAMP COMPLETE VALET SHAVING OUTFITS— 4/- EACH SAYERS & WARD, CAMBRIDGE. <box>975 629 1203 780</box>
section-rule <box>0 1241 1904 1244</box>
